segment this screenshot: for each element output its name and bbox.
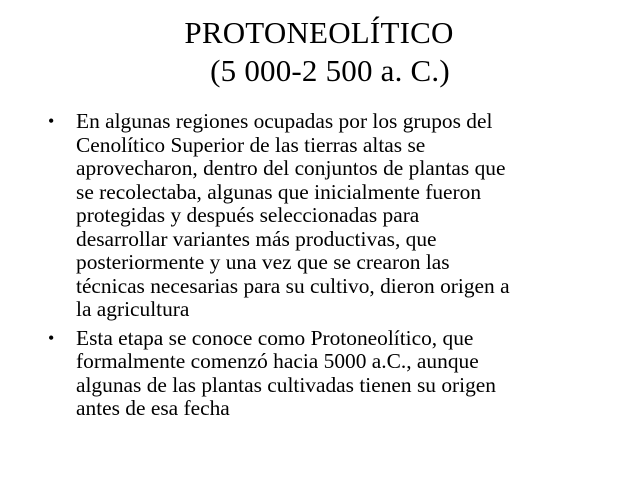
bullet-2-line: antes de esa fecha bbox=[76, 396, 230, 420]
bullet-icon: • bbox=[48, 327, 55, 348]
bullet-1-line: técnicas necesarias para su cultivo, dieron origen a bbox=[76, 273, 510, 298]
bullet-1-line: desarrollar variantes más productivas, que bbox=[76, 226, 437, 251]
bullet-1-line: posteriormente y una vez que se crearon las bbox=[76, 250, 450, 274]
slide-title bbox=[0, 14, 638, 90]
bullet-list bbox=[48, 110, 628, 426]
title-line-2: (5 000-2 500 a. C.) bbox=[210, 53, 450, 88]
bullet-icon: • bbox=[48, 111, 55, 131]
bullet-1-line: En algunas regiones ocupadas por los grupos del bbox=[76, 109, 493, 133]
bullet-item-1 bbox=[48, 110, 628, 322]
bullet-2-line: Esta etapa se conoce como Protoneolítico, que bbox=[76, 325, 474, 350]
title-line-1: PROTONEOLÍTICO bbox=[184, 15, 454, 50]
bullet-1-line: aprovecharon, dentro del conjuntos de plantas que bbox=[76, 156, 506, 180]
bullet-1-line: se recolectaba, algunas que inicialmente fueron bbox=[76, 179, 482, 204]
bullet-2-line: formalmente comenzó hacia 5000 a.C., aunque bbox=[76, 349, 479, 373]
bullet-2-line: algunas de las plantas cultivadas tienen su origen bbox=[76, 372, 496, 397]
bullet-1-line: la agricultura bbox=[76, 297, 190, 321]
bullet-1-line: Cenolítico Superior de las tierras altas se bbox=[76, 132, 426, 157]
bullet-1-line: protegidas y después seleccionadas para bbox=[76, 203, 420, 227]
bullet-item-2 bbox=[48, 327, 628, 421]
